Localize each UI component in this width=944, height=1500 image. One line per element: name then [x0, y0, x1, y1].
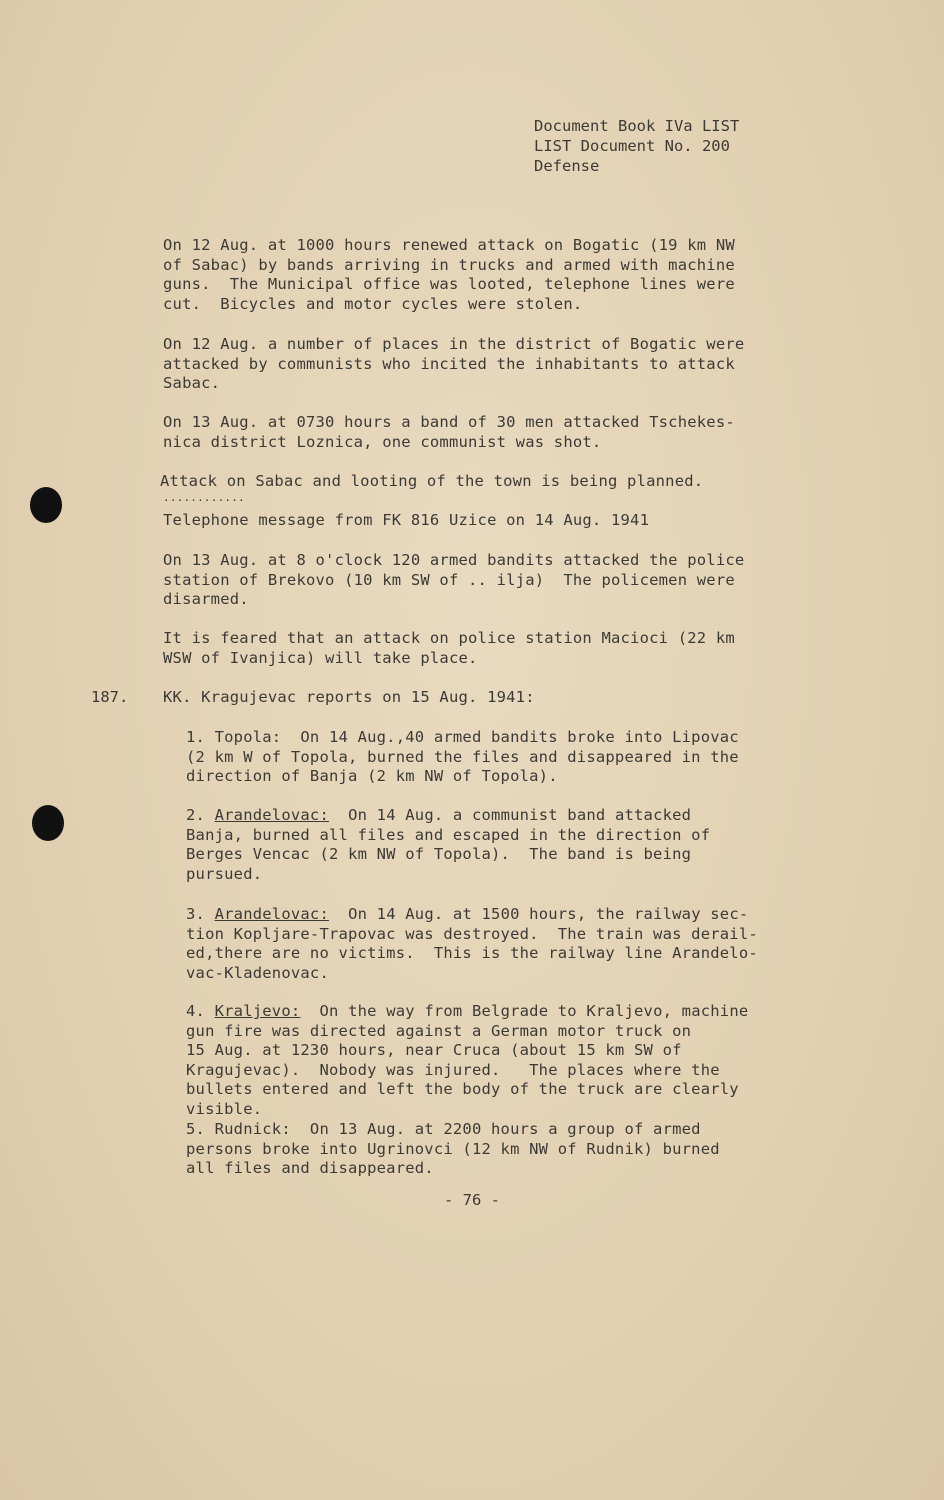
- place-name: Kraljevo:: [214, 1002, 301, 1020]
- header-line-2: LIST Document No. 200: [534, 137, 730, 155]
- item-topola: 1. Topola: On 14 Aug.,40 armed bandits broke into Lipovac (2 km W of Topola, burned the files and disappeared in the direction of Banja (2 km NW of Topola).: [186, 728, 739, 785]
- page-number: - 76 -: [444, 1191, 500, 1209]
- paragraph-sabac-planned: Attack on Sabac and looting of the town is being planned.: [160, 472, 704, 490]
- item-rudnik: 5. Rudnick: On 13 Aug. at 2200 hours a group of armed persons broke into Ugrinovci (12 km NW of Rudnik) burned all files and disappeared.: [186, 1120, 720, 1177]
- section-title: KK. Kragujevac reports on 15 Aug. 1941:: [163, 688, 535, 706]
- item-arandelovac-2: [186, 905, 758, 983]
- item-number: 2.: [186, 806, 215, 824]
- item-number: 4.: [186, 1002, 215, 1020]
- paragraph-bogatic-attack: On 12 Aug. at 1000 hours renewed attack on Bogatic (19 km NW of Sabac) by bands arriving in trucks and armed with machine guns. The Municipal office was looted, telephone lines were cut. Bicycles and motor cycles were stolen.: [163, 236, 735, 313]
- item-text: On 14 Aug. a communist band attacked Banja, burned all files and escaped in the direction of Berges Vencac (2 km NW of Topola). The band is being pursued.: [186, 806, 711, 883]
- paragraph-bogatic-district: On 12 Aug. a number of places in the district of Bogatic were attacked by communists who incited the inhabitants to attack Sabac.: [163, 335, 745, 392]
- paragraph-brekovo: On 13 Aug. at 8 o'clock 120 armed bandits attacked the police station of Brekovo (10 km SW of .. ilja) The policemen were disarmed.: [163, 551, 745, 608]
- paragraph-macioci: It is feared that an attack on police station Macioci (22 km WSW of Ivanjica) will take place.: [163, 629, 735, 667]
- item-kraljevo: [186, 1002, 748, 1119]
- place-name: Arandelovac:: [214, 905, 329, 923]
- paragraph-tschekesnica: On 13 Aug. at 0730 hours a band of 30 men attacked Tschekes- nica district Loznica, one communist was shot.: [163, 413, 735, 451]
- place-name: Arandelovac:: [214, 806, 329, 824]
- item-arandelovac-1: [186, 806, 710, 884]
- header-line-1: Document Book IVa LIST: [534, 117, 740, 135]
- punch-hole: [30, 487, 62, 523]
- header-line-3: Defense: [534, 157, 600, 175]
- dotted-separator: ............: [163, 491, 245, 504]
- punch-hole: [32, 805, 64, 841]
- document-header: [534, 116, 739, 176]
- item-text: On the way from Belgrade to Kraljevo, machine gun fire was directed against a German motor truck on 15 Aug. at 1230 hours, near Cruca (about 15 km SW of Kragujevac). Nobody was injured. The places where the bullets entered and left the body of the truck are clearly visible.: [186, 1002, 749, 1118]
- paragraph-telephone-message: Telephone message from FK 816 Uzice on 14 Aug. 1941: [163, 511, 650, 529]
- item-number: 3.: [186, 905, 215, 923]
- item-text: On 14 Aug. at 1500 hours, the railway sec- tion Kopljare-Trapovac was destroyed. The train was derail- ed,there are no victims. This is the railway line Arandelo- vac-Kladenovac.: [186, 905, 758, 982]
- section-number: 187.: [91, 688, 129, 706]
